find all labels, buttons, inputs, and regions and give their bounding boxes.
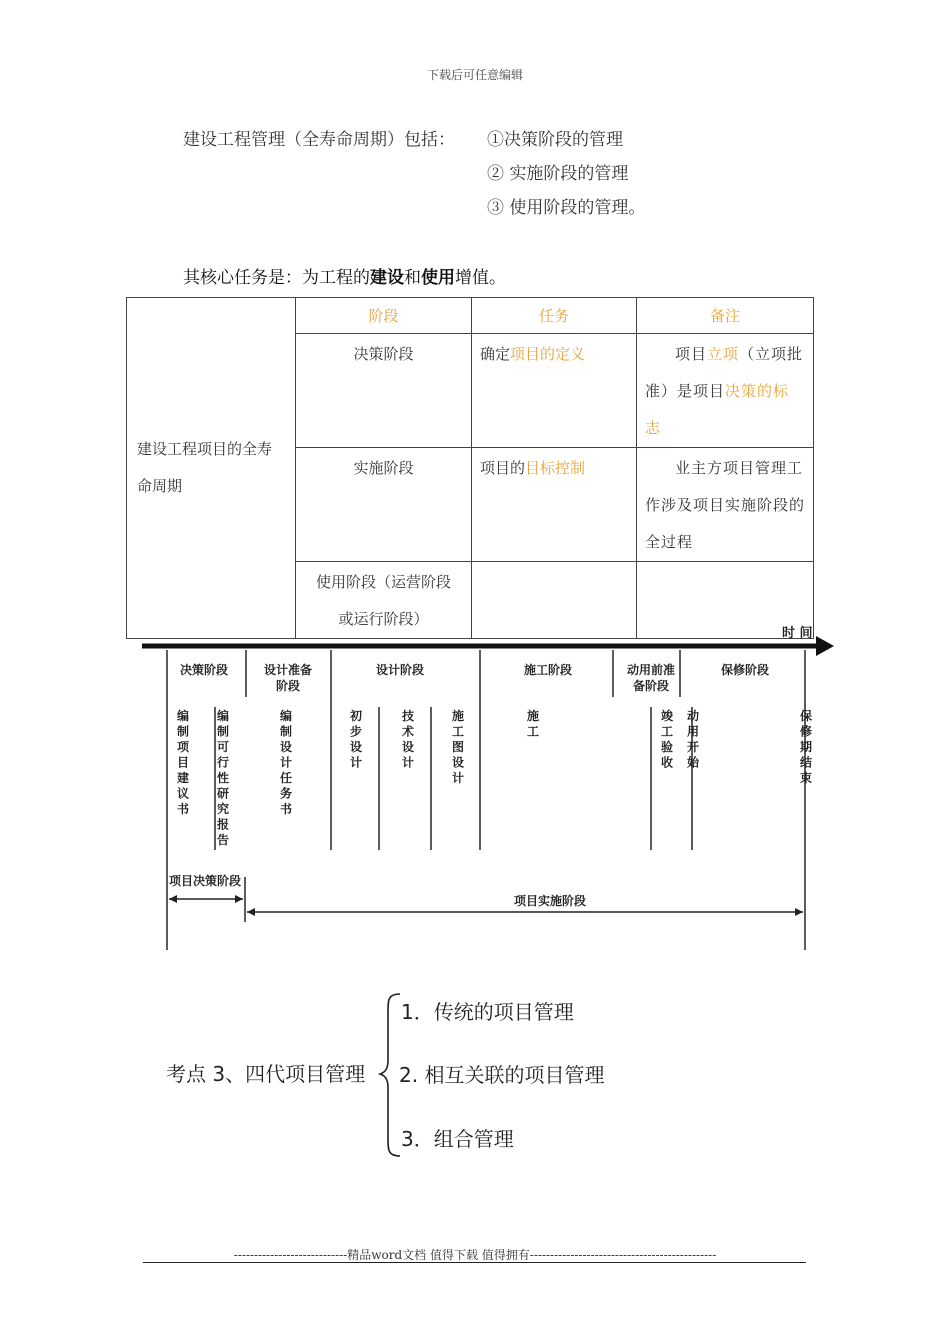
core-text-3: 增值。: [455, 268, 506, 288]
phase-design-prep: 设计准备阶段: [263, 663, 313, 693]
table-cell-stage: [296, 334, 472, 448]
span-decision-label: 项目决策阶段: [169, 874, 242, 888]
time-label: 时 间: [782, 626, 813, 641]
intro-item-1: ①决策阶段的管理: [487, 130, 623, 150]
arrow-left-icon: [169, 895, 177, 903]
phase-construction: 施工阶段: [523, 663, 573, 677]
core-text-1: 其核心任务是：为工程的: [183, 268, 370, 288]
stage-text: 决策阶段: [353, 345, 414, 363]
table-lead-cell: [127, 298, 296, 639]
lifecycle-table: [126, 297, 814, 639]
table-cell-note: [637, 448, 814, 562]
core-text-2: 和: [404, 268, 421, 288]
arrow-right-icon: [795, 908, 803, 916]
four-gen-item-2: 2. 相互关联的项目管理: [399, 1063, 605, 1087]
task-text: 确定: [480, 345, 511, 363]
stage-text: 使用阶段（运营阶段或运行阶段）: [315, 573, 451, 628]
four-gen-item-1: 1．传统的项目管理: [401, 1000, 574, 1024]
project-timeline-diagram: [120, 622, 840, 952]
timeline-dividers: [167, 650, 805, 950]
item-completion-acceptance: 竣工验收: [660, 709, 674, 770]
item-start-use: 动用开始: [686, 709, 700, 770]
intro-item-3: ③ 使用阶段的管理。: [487, 198, 646, 218]
item-feasibility: 编制可行性研究报告: [216, 709, 230, 847]
arrow-right-icon: [235, 895, 243, 903]
item-construction-drawing: 施工图设计: [451, 709, 465, 785]
item-design-brief: 编制设计任务书: [279, 709, 293, 816]
task-highlight: 目标控制: [525, 459, 586, 477]
four-gen-title: 考点 3、四代项目管理: [166, 1062, 366, 1086]
note-highlight: 决策的标志: [645, 382, 790, 437]
page-header: 下载后可任意编辑: [426, 68, 523, 82]
phase-decision: 决策阶段: [179, 663, 229, 677]
intro-lead: 建设工程管理（全寿命周期）包括：: [183, 130, 455, 150]
table-cell-task: [472, 334, 637, 448]
task-highlight: 项目的定义: [510, 345, 586, 363]
item-proposal: 编制项目建议书: [176, 709, 190, 816]
table-cell-task: [472, 448, 637, 562]
core-bold-2: 使用: [421, 268, 455, 288]
timeline-items: [177, 708, 812, 847]
note-text: 项目: [675, 345, 708, 363]
phase-warranty: 保修阶段: [720, 663, 770, 677]
table-cell-stage: [296, 448, 472, 562]
span-impl-label: 项目实施阶段: [513, 894, 587, 908]
table-header-stage: 阶段: [296, 298, 472, 334]
time-arrow-icon: [816, 636, 834, 656]
table-header-note: 备注: [637, 298, 814, 334]
item-warranty-end: 保修期结束: [799, 709, 813, 785]
note-highlight: 立项: [707, 345, 740, 363]
note-text: （立项批准）是项目: [645, 345, 804, 400]
table-header-task: 任务: [472, 298, 637, 334]
page-footer: ----------------------------精品word文档 值得下载 值得拥有----------------------------------------------: [233, 1248, 717, 1262]
core-task-sentence: [183, 263, 506, 288]
task-text: 项目的: [480, 459, 526, 477]
four-gen-item-3: 3．组合管理: [401, 1127, 514, 1151]
note-text: 业主方项目管理工作涉及项目实施阶段的全过程: [645, 459, 806, 551]
footer-rule: [143, 1262, 806, 1263]
item-preliminary-design: 初步设计: [349, 709, 363, 770]
phase-design: 设计阶段: [375, 663, 425, 677]
arrow-left-icon: [247, 908, 255, 916]
item-technical-design: 技术设计: [401, 709, 415, 770]
core-bold-1: 建设: [370, 268, 404, 288]
table-lead-text: 建设工程项目的全寿命周期: [137, 440, 273, 495]
stage-text: 实施阶段: [353, 459, 414, 477]
item-construction: 施工: [526, 709, 540, 739]
phase-pre-operation: 动用前准备阶段: [626, 663, 676, 693]
intro-item-2: ② 实施阶段的管理: [487, 164, 629, 184]
table-cell-note: [637, 334, 814, 448]
